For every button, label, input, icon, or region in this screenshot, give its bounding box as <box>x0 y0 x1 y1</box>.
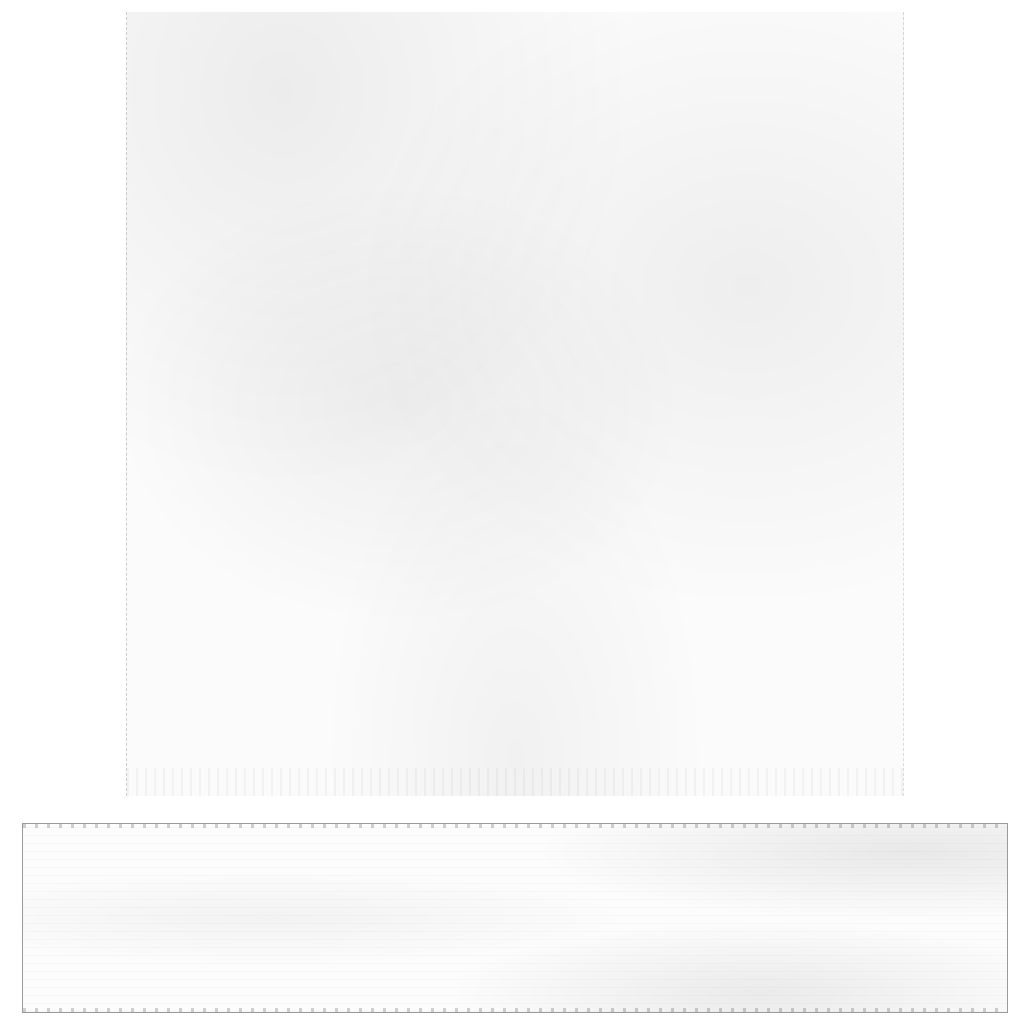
bottom-panel <box>22 823 1008 1013</box>
main-viewport <box>126 12 904 796</box>
